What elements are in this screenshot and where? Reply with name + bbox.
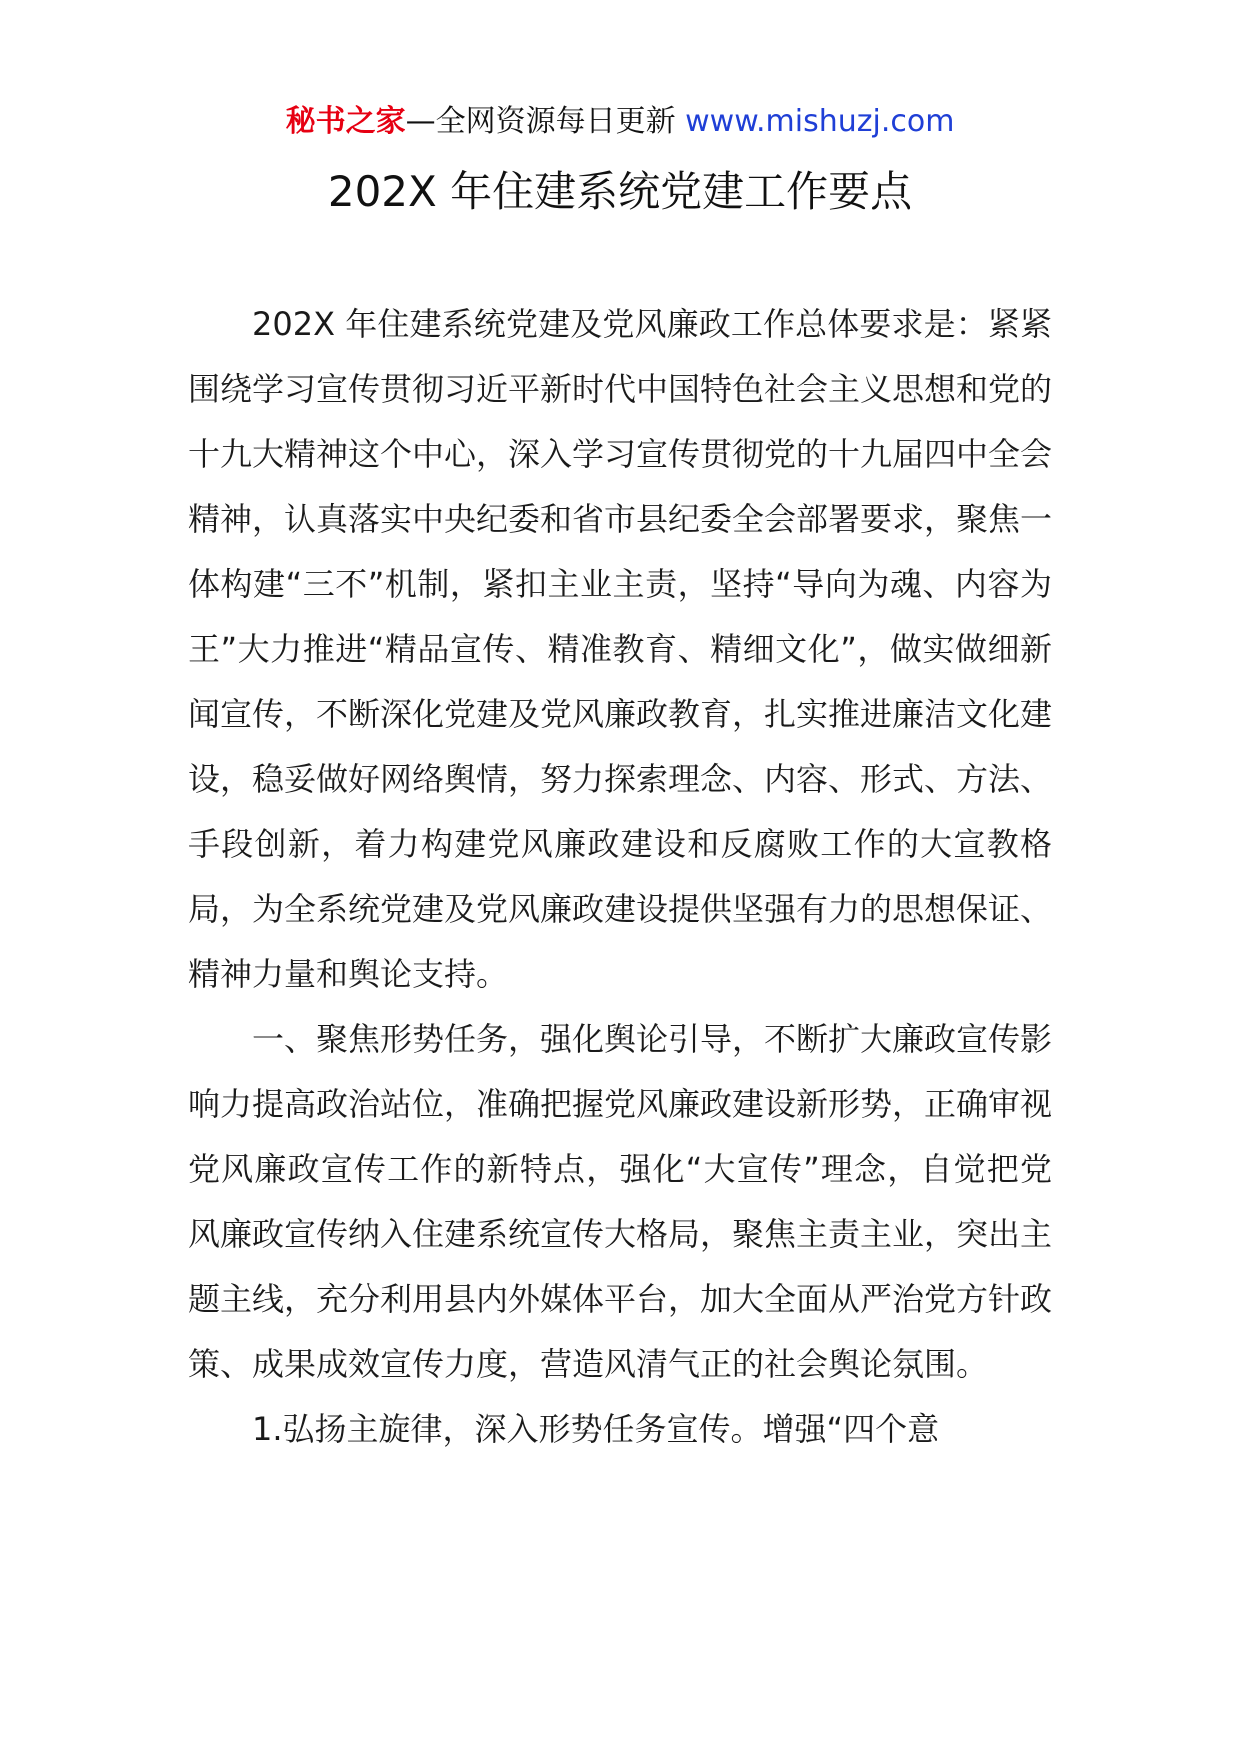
document-body <box>188 292 1052 1462</box>
site-url-link[interactable]: www.mishuzj.com <box>685 104 955 139</box>
site-header <box>0 102 1240 142</box>
document-title: 202X 年住建系统党建工作要点 <box>327 167 913 216</box>
paragraph-intro: 202X 年住建系统党建及党风廉政工作总体要求是：紧紧围绕学习宣传贯彻习近平新时代中国特色社会主义思想和党的十九大精神这个中心，深入学习宣传贯彻党的十九届四中全会精神，认真落实中央纪委和省市县纪委全会部署要求，聚焦一体构建“三不”机制，紧扣主业主责，坚持“导向为魂、内容为王”大力推进“精品宣传、精准教育、精细文化”，做实做细新闻宣传，不断深化党建及党风廉政教育，扎实推进廉洁文化建设，稳妥做好网络舆情，努力探索理念、内容、形式、方法、手段创新，着力构建党风廉政建设和反腐败工作的大宣教格局，为全系统党建及党风廉政建设提供坚强有力的思想保证、精神力量和舆论支持。 <box>188 305 1053 993</box>
paragraph-item-one: 1.弘扬主旋律，深入形势任务宣传。增强“四个意 <box>252 1410 940 1448</box>
brand-name: 秘书之家 <box>285 104 406 139</box>
site-tagline: —全网资源每日更新 <box>405 104 676 139</box>
paragraph-section-one: 一、聚焦形势任务，强化舆论引导，不断扩大廉政宣传影响力提高政治站位，准确把握党风廉政建设新形势，正确审视党风廉政宣传工作的新特点，强化“大宣传”理念，自觉把党风廉政宣传纳入住建系统宣传大格局，聚焦主责主业，突出主题主线，充分利用县内外媒体平台，加大全面从严治党方针政策、成果成效宣传力度，营造风清气正的社会舆论氛围。 <box>188 1020 1053 1383</box>
